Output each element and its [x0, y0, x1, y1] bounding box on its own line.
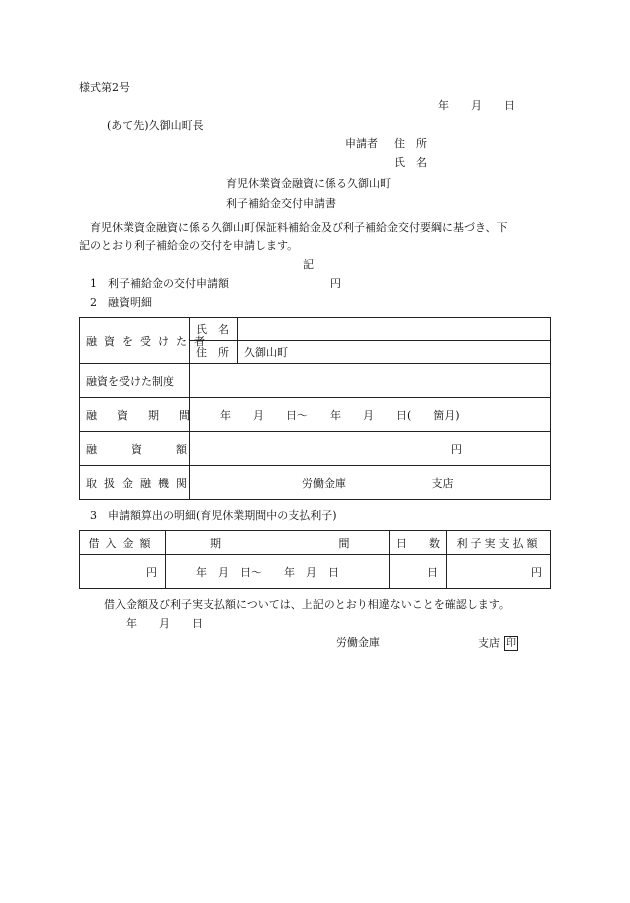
- financing-amount-label: 融資額: [80, 432, 190, 466]
- addressee: (あて先)久御山町長: [107, 119, 204, 132]
- header-days: 日 数: [390, 531, 447, 555]
- footer-branch: [478, 636, 518, 651]
- page-title-line1: 育児休業資金融資に係る久御山町: [226, 177, 391, 190]
- confirmation-date: 年 月 日: [126, 617, 203, 630]
- financing-system-label: 融資を受けた制度: [80, 364, 190, 398]
- item3-label: 3 申請額算出の明細(育児休業期間中の支払利子): [90, 509, 337, 522]
- address-label: 住 所: [190, 341, 238, 364]
- branch-label: 支店: [431, 476, 454, 490]
- financing-system-value: [190, 364, 551, 398]
- interest-details-table: [79, 530, 551, 589]
- item1-label: 1 利子補給金の交付申請額: [90, 277, 229, 290]
- period-value: 年 月 日～ 年 月 日: [166, 555, 390, 589]
- financing-period-value: 年 月 日～ 年 月 日( 箇月): [190, 398, 551, 432]
- address-value: 久御山町: [238, 341, 551, 364]
- header-period-a: 期: [210, 536, 221, 550]
- financing-amount-unit: 円: [190, 432, 551, 466]
- ki-mark: 記: [303, 258, 314, 271]
- applicant-name-label: 氏 名: [394, 156, 427, 169]
- financial-institution-label: 取扱金融機関: [80, 466, 190, 500]
- days-value: 日: [390, 555, 447, 589]
- loan-amount-value: 円: [80, 555, 166, 589]
- name-value: [238, 318, 551, 341]
- header-period: [166, 531, 390, 555]
- footer-branch-label: 支店: [478, 636, 500, 650]
- page-title-line2: 利子補給金交付申請書: [226, 197, 336, 210]
- applicant-address-label: 住 所: [394, 137, 427, 150]
- date-line: 年 月 日: [438, 99, 515, 112]
- header-period-b: 間: [338, 536, 350, 550]
- bank-name: 労働金庫: [302, 476, 346, 490]
- body-text-line2: 記のとおり利子補給金の交付を申請します。: [79, 239, 299, 252]
- item1-unit: 円: [330, 277, 341, 290]
- financed-person-label: 融資を受けた者: [80, 318, 190, 364]
- item2-label: 2 融資明細: [90, 296, 152, 309]
- interest-paid-value: 円: [447, 555, 551, 589]
- financing-details-table: [79, 317, 551, 500]
- header-loan-amount: 借入金額: [80, 531, 166, 555]
- header-interest-paid: 利子実支払額: [447, 531, 551, 555]
- confirmation-text: 借入金額及び利子実支払額については、上記のとおり相違ないことを確認します。: [104, 598, 510, 611]
- body-text-line1: 育児休業資金融資に係る久御山町保証料補給金及び利子補給金交付要綱に基づき、下: [90, 221, 508, 234]
- financing-period-label: 融資期間: [80, 398, 190, 432]
- footer-bank-name: 労働金庫: [336, 636, 380, 649]
- financial-institution-value: [190, 466, 551, 500]
- seal-stamp: 印: [506, 638, 516, 649]
- form-number: 様式第2号: [79, 81, 130, 94]
- name-label: 氏 名: [190, 318, 238, 341]
- applicant-label: 申請者: [345, 137, 378, 150]
